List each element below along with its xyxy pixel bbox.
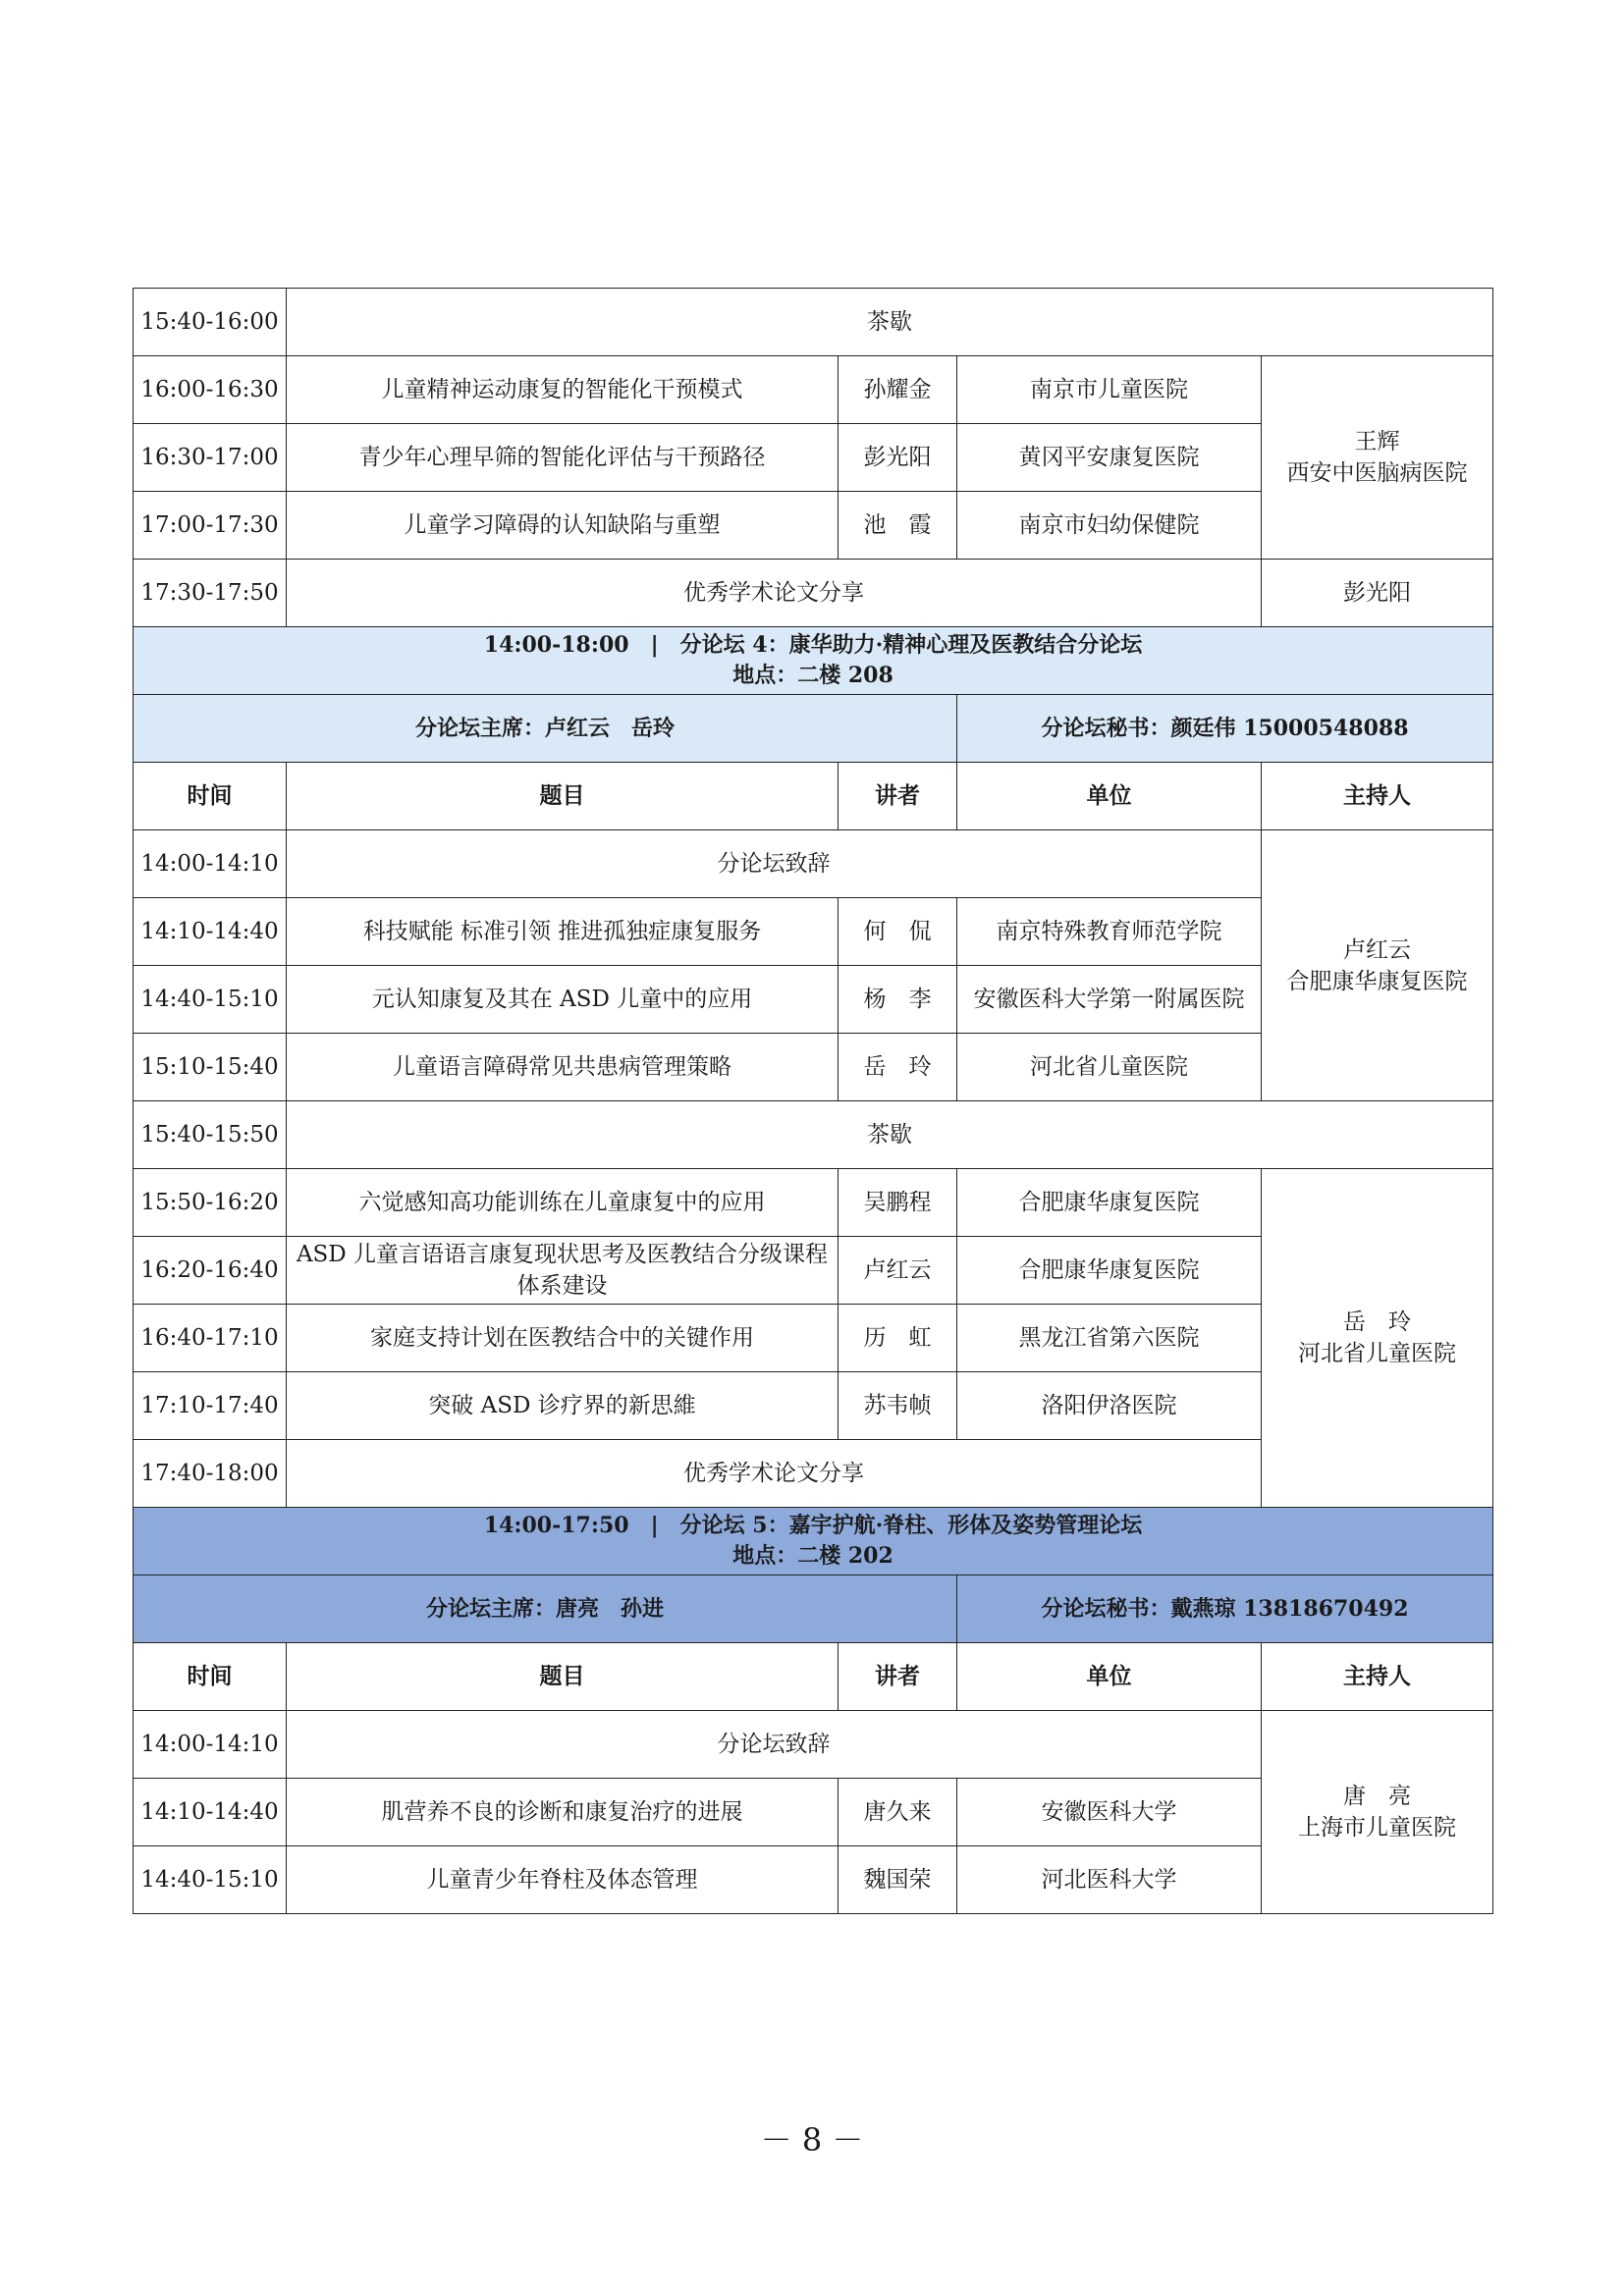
org-cell: 洛阳伊洛医院	[957, 1372, 1262, 1440]
org-cell: 南京特殊教育师范学院	[957, 898, 1262, 966]
header-speaker: 讲者	[839, 763, 957, 830]
org-cell: 安徽医科大学第一附属医院	[957, 966, 1262, 1034]
time-cell: 17:00-17:30	[134, 492, 287, 560]
forum5-officers	[134, 1575, 1493, 1643]
time-cell: 14:10-14:40	[134, 1779, 287, 1846]
forum4-banner	[134, 627, 1493, 695]
time-cell: 16:00-16:30	[134, 356, 287, 424]
topic-cell: 分论坛致辞	[287, 1711, 1262, 1779]
forum5-chair: 分论坛主席：唐亮 孙进	[134, 1575, 957, 1643]
time-cell: 14:10-14:40	[134, 898, 287, 966]
forum4-title: 14:00-18:00 | 分论坛 4：康华助力·精神心理及医教结合分论坛	[483, 632, 1143, 658]
host-org: 西安中医脑病医院	[1286, 460, 1468, 486]
page-number: － 8 －	[760, 2121, 864, 2159]
forum4-location: 地点：二楼 208	[732, 663, 893, 688]
org-cell: 黑龙江省第六医院	[957, 1305, 1262, 1372]
host-org: 上海市儿童医院	[1298, 1815, 1456, 1841]
host-cell	[1262, 1711, 1493, 1914]
break-cell: 茶歇	[287, 1101, 1493, 1169]
org-cell: 南京市儿童医院	[957, 356, 1262, 424]
header-host: 主持人	[1262, 1643, 1493, 1711]
table-row	[134, 1101, 1493, 1169]
org-cell: 河北医科大学	[957, 1846, 1262, 1914]
topic-cell: 儿童青少年脊柱及体态管理	[287, 1846, 839, 1914]
topic-cell: 六觉感知高功能训练在儿童康复中的应用	[287, 1169, 839, 1237]
table-row	[134, 830, 1493, 898]
host-name: 王辉	[1354, 429, 1400, 454]
speaker-cell: 何 侃	[839, 898, 957, 966]
speaker-cell: 岳 玲	[839, 1034, 957, 1101]
header-topic: 题目	[287, 763, 839, 830]
topic-cell: 优秀学术论文分享	[287, 560, 1262, 627]
org-cell: 合肥康华康复医院	[957, 1169, 1262, 1237]
host-cell	[1262, 830, 1493, 1101]
forum5-secretary: 分论坛秘书：戴燕琼 13818670492	[957, 1575, 1493, 1643]
topic-cell: 元认知康复及其在 ASD 儿童中的应用	[287, 966, 839, 1034]
speaker-cell: 卢红云	[839, 1237, 957, 1305]
speaker-cell: 历 虹	[839, 1305, 957, 1372]
speaker-cell: 唐久来	[839, 1779, 957, 1846]
header-host: 主持人	[1262, 763, 1493, 830]
time-cell: 17:40-18:00	[134, 1440, 287, 1508]
org-cell: 南京市妇幼保健院	[957, 492, 1262, 560]
topic-cell: 分论坛致辞	[287, 830, 1262, 898]
table-row	[134, 560, 1493, 627]
forum5-location: 地点：二楼 202	[732, 1543, 893, 1569]
org-cell: 安徽医科大学	[957, 1779, 1262, 1846]
topic-cell: 青少年心理早筛的智能化评估与干预路径	[287, 424, 839, 492]
time-cell: 16:40-17:10	[134, 1305, 287, 1372]
time-cell: 17:30-17:50	[134, 560, 287, 627]
speaker-cell: 池 霞	[839, 492, 957, 560]
time-cell: 15:50-16:20	[134, 1169, 287, 1237]
table-row	[134, 1711, 1493, 1779]
header-topic: 题目	[287, 1643, 839, 1711]
host-cell: 彭光阳	[1262, 560, 1493, 627]
org-cell: 河北省儿童医院	[957, 1034, 1262, 1101]
break-cell: 茶歇	[287, 289, 1493, 356]
forum4-officers	[134, 695, 1493, 763]
topic-cell: ASD 儿童言语语言康复现状思考及医教结合分级课程体系建设	[287, 1237, 839, 1305]
time-cell: 14:40-15:10	[134, 1846, 287, 1914]
forum5-title: 14:00-17:50 | 分论坛 5：嘉宇护航·脊柱、形体及姿势管理论坛	[483, 1513, 1143, 1538]
host-org: 合肥康华康复医院	[1286, 968, 1468, 994]
header-speaker: 讲者	[839, 1643, 957, 1711]
table-row	[134, 289, 1493, 356]
topic-cell: 家庭支持计划在医教结合中的关键作用	[287, 1305, 839, 1372]
org-cell: 合肥康华康复医院	[957, 1237, 1262, 1305]
header-time: 时间	[134, 1643, 287, 1711]
header-org: 单位	[957, 1643, 1262, 1711]
table-row	[134, 356, 1493, 424]
host-cell	[1262, 1169, 1493, 1508]
time-cell: 14:00-14:10	[134, 830, 287, 898]
host-cell	[1262, 356, 1493, 560]
topic-cell: 儿童学习障碍的认知缺陷与重塑	[287, 492, 839, 560]
topic-cell: 儿童语言障碍常见共患病管理策略	[287, 1034, 839, 1101]
host-name: 岳 玲	[1343, 1309, 1411, 1335]
header-time: 时间	[134, 763, 287, 830]
speaker-cell: 吴鹏程	[839, 1169, 957, 1237]
speaker-cell: 魏国荣	[839, 1846, 957, 1914]
speaker-cell: 孙耀金	[839, 356, 957, 424]
table-row	[134, 1169, 1493, 1237]
forum4-secretary: 分论坛秘书：颜廷伟 15000548088	[957, 695, 1493, 763]
schedule-table	[133, 288, 1493, 1914]
forum4-chair: 分论坛主席：卢红云 岳玲	[134, 695, 957, 763]
time-cell: 15:10-15:40	[134, 1034, 287, 1101]
header-row	[134, 1643, 1493, 1711]
time-cell: 14:00-14:10	[134, 1711, 287, 1779]
topic-cell: 肌营养不良的诊断和康复治疗的进展	[287, 1779, 839, 1846]
forum5-banner	[134, 1508, 1493, 1575]
speaker-cell: 彭光阳	[839, 424, 957, 492]
header-org: 单位	[957, 763, 1262, 830]
time-cell: 15:40-15:50	[134, 1101, 287, 1169]
time-cell: 17:10-17:40	[134, 1372, 287, 1440]
topic-cell: 优秀学术论文分享	[287, 1440, 1262, 1508]
time-cell: 14:40-15:10	[134, 966, 287, 1034]
speaker-cell: 杨 李	[839, 966, 957, 1034]
topic-cell: 突破 ASD 诊疗界的新思維	[287, 1372, 839, 1440]
time-cell: 16:30-17:00	[134, 424, 287, 492]
time-cell: 15:40-16:00	[134, 289, 287, 356]
speaker-cell: 苏韦帧	[839, 1372, 957, 1440]
topic-cell: 科技赋能 标准引领 推进孤独症康复服务	[287, 898, 839, 966]
org-cell: 黄冈平安康复医院	[957, 424, 1262, 492]
header-row	[134, 763, 1493, 830]
host-name: 卢红云	[1343, 936, 1411, 963]
host-name: 唐 亮	[1343, 1784, 1411, 1809]
topic-cell: 儿童精神运动康复的智能化干预模式	[287, 356, 839, 424]
host-org: 河北省儿童医院	[1298, 1341, 1456, 1366]
time-cell: 16:20-16:40	[134, 1237, 287, 1305]
